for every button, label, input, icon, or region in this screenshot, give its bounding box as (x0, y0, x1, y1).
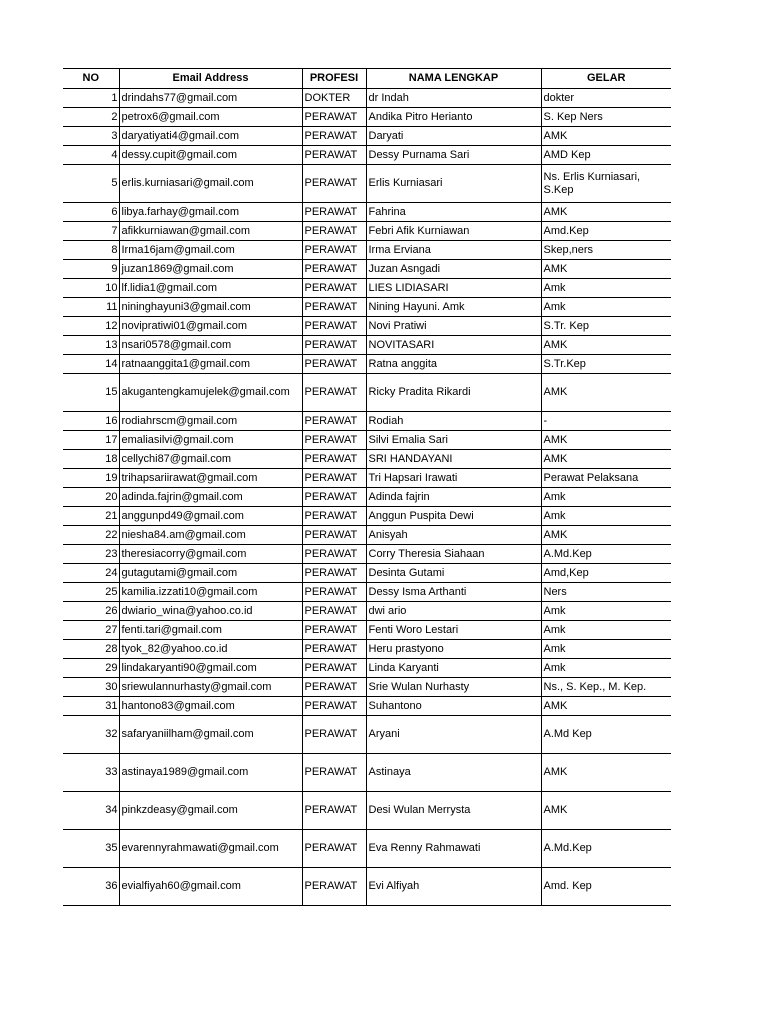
cell-profesi: PERAWAT (302, 279, 366, 298)
cell-gelar: Skep,ners (541, 241, 671, 260)
cell-nama-lengkap: Anisyah (366, 526, 541, 545)
cell-no: 6 (63, 203, 119, 222)
cell-nama-lengkap: Irma Erviana (366, 241, 541, 260)
cell-nama-lengkap: dr Indah (366, 89, 541, 108)
cell-nama-lengkap: SRI HANDAYANI (366, 450, 541, 469)
cell-email: juzan1869@gmail.com (119, 260, 302, 279)
cell-email: pinkzdeasy@gmail.com (119, 792, 302, 830)
cell-email: tyok_82@yahoo.co.id (119, 640, 302, 659)
cell-nama-lengkap: Desinta Gutami (366, 564, 541, 583)
cell-email: novipratiwi01@gmail.com (119, 317, 302, 336)
cell-nama-lengkap: Febri Afik Kurniawan (366, 222, 541, 241)
cell-no: 17 (63, 431, 119, 450)
cell-no: 31 (63, 697, 119, 716)
cell-profesi: PERAWAT (302, 830, 366, 868)
cell-nama-lengkap: Corry Theresia Siahaan (366, 545, 541, 564)
cell-profesi: PERAWAT (302, 374, 366, 412)
cell-profesi: PERAWAT (302, 792, 366, 830)
cell-gelar: AMK (541, 792, 671, 830)
cell-email: drindahs77@gmail.com (119, 89, 302, 108)
cell-gelar: Amk (541, 279, 671, 298)
cell-no: 23 (63, 545, 119, 564)
cell-profesi: PERAWAT (302, 507, 366, 526)
table-row (63, 602, 671, 621)
cell-nama-lengkap: Suhantono (366, 697, 541, 716)
cell-no: 20 (63, 488, 119, 507)
cell-gelar: Amd. Kep (541, 868, 671, 906)
cell-gelar: Perawat Pelaksana (541, 469, 671, 488)
cell-email: Irma16jam@gmail.com (119, 241, 302, 260)
cell-no: 18 (63, 450, 119, 469)
table-row (63, 317, 671, 336)
cell-nama-lengkap: Dessy Isma Arthanti (366, 583, 541, 602)
cell-gelar: Amk (541, 602, 671, 621)
cell-no: 1 (63, 89, 119, 108)
cell-email: adinda.fajrin@gmail.com (119, 488, 302, 507)
table-row (63, 526, 671, 545)
cell-no: 24 (63, 564, 119, 583)
cell-gelar: Amk (541, 298, 671, 317)
cell-no: 15 (63, 374, 119, 412)
table-row (63, 355, 671, 374)
cell-no: 35 (63, 830, 119, 868)
cell-email: astinaya1989@gmail.com (119, 754, 302, 792)
cell-email: trihapsariirawat@gmail.com (119, 469, 302, 488)
cell-profesi: PERAWAT (302, 564, 366, 583)
cell-gelar: A.Md.Kep (541, 830, 671, 868)
table-row (63, 545, 671, 564)
cell-gelar: AMK (541, 260, 671, 279)
cell-email: sriewulannurhasty@gmail.com (119, 678, 302, 697)
cell-nama-lengkap: dwi ario (366, 602, 541, 621)
cell-nama-lengkap: Evi Alfiyah (366, 868, 541, 906)
cell-gelar: AMK (541, 697, 671, 716)
table-row (63, 165, 671, 203)
cell-nama-lengkap: Juzan Asngadi (366, 260, 541, 279)
table-row (63, 298, 671, 317)
cell-no: 7 (63, 222, 119, 241)
cell-no: 28 (63, 640, 119, 659)
cell-email: petrox6@gmail.com (119, 108, 302, 127)
table-row (63, 450, 671, 469)
cell-gelar: - (541, 412, 671, 431)
header-gelar: GELAR (541, 69, 671, 89)
cell-no: 8 (63, 241, 119, 260)
cell-email: akugantengkamujelek@gmail.com (119, 374, 302, 412)
cell-no: 12 (63, 317, 119, 336)
cell-profesi: PERAWAT (302, 336, 366, 355)
cell-gelar: Ns., S. Kep., M. Kep. (541, 678, 671, 697)
cell-no: 34 (63, 792, 119, 830)
cell-profesi: PERAWAT (302, 583, 366, 602)
cell-email: libya.farhay@gmail.com (119, 203, 302, 222)
cell-profesi: PERAWAT (302, 621, 366, 640)
cell-profesi: PERAWAT (302, 298, 366, 317)
cell-gelar: S.Tr. Kep (541, 317, 671, 336)
cell-profesi: PERAWAT (302, 127, 366, 146)
cell-nama-lengkap: Astinaya (366, 754, 541, 792)
table-row (63, 792, 671, 830)
cell-gelar: AMK (541, 203, 671, 222)
cell-nama-lengkap: Tri Hapsari Irawati (366, 469, 541, 488)
cell-email: dwiario_wina@yahoo.co.id (119, 602, 302, 621)
cell-gelar: dokter (541, 89, 671, 108)
cell-email: anggunpd49@gmail.com (119, 507, 302, 526)
cell-email: gutagutami@gmail.com (119, 564, 302, 583)
table-row (63, 640, 671, 659)
table-row (63, 431, 671, 450)
cell-nama-lengkap: Novi Pratiwi (366, 317, 541, 336)
table-header-row (63, 69, 671, 89)
cell-profesi: PERAWAT (302, 602, 366, 621)
cell-email: emaliasilvi@gmail.com (119, 431, 302, 450)
cell-email: fenti.tari@gmail.com (119, 621, 302, 640)
cell-email: theresiacorry@gmail.com (119, 545, 302, 564)
table-body (63, 89, 671, 906)
cell-no: 33 (63, 754, 119, 792)
cell-gelar: Amk (541, 640, 671, 659)
cell-no: 5 (63, 165, 119, 203)
table-row (63, 868, 671, 906)
cell-nama-lengkap: LIES LIDIASARI (366, 279, 541, 298)
cell-gelar: AMK (541, 431, 671, 450)
cell-nama-lengkap: NOVITASARI (366, 336, 541, 355)
cell-no: 10 (63, 279, 119, 298)
cell-no: 3 (63, 127, 119, 146)
cell-nama-lengkap: Andika Pitro Herianto (366, 108, 541, 127)
cell-profesi: PERAWAT (302, 450, 366, 469)
cell-email: hantono83@gmail.com (119, 697, 302, 716)
cell-gelar: AMK (541, 127, 671, 146)
cell-gelar: AMK (541, 450, 671, 469)
table-row (63, 830, 671, 868)
cell-profesi: PERAWAT (302, 469, 366, 488)
cell-email: ratnaanggita1@gmail.com (119, 355, 302, 374)
header-email: Email Address (119, 69, 302, 89)
cell-gelar: Amk (541, 507, 671, 526)
table-row (63, 697, 671, 716)
cell-email: niesha84.am@gmail.com (119, 526, 302, 545)
cell-nama-lengkap: Ricky Pradita Rikardi (366, 374, 541, 412)
table-row (63, 621, 671, 640)
cell-no: 30 (63, 678, 119, 697)
cell-profesi: PERAWAT (302, 317, 366, 336)
cell-profesi: PERAWAT (302, 545, 366, 564)
cell-no: 4 (63, 146, 119, 165)
cell-gelar: Amd,Kep (541, 564, 671, 583)
cell-email: daryatiyati4@gmail.com (119, 127, 302, 146)
cell-email: erlis.kurniasari@gmail.com (119, 165, 302, 203)
table-row (63, 716, 671, 754)
cell-email: nsari0578@gmail.com (119, 336, 302, 355)
cell-no: 25 (63, 583, 119, 602)
header-nama-lengkap: NAMA LENGKAP (366, 69, 541, 89)
cell-nama-lengkap: Fahrina (366, 203, 541, 222)
cell-no: 21 (63, 507, 119, 526)
cell-nama-lengkap: Rodiah (366, 412, 541, 431)
cell-gelar: Amk (541, 659, 671, 678)
cell-email: evarennyrahmawati@gmail.com (119, 830, 302, 868)
cell-profesi: PERAWAT (302, 412, 366, 431)
cell-no: 29 (63, 659, 119, 678)
cell-email: nininghayuni3@gmail.com (119, 298, 302, 317)
cell-no: 13 (63, 336, 119, 355)
cell-no: 22 (63, 526, 119, 545)
cell-profesi: PERAWAT (302, 716, 366, 754)
cell-no: 26 (63, 602, 119, 621)
cell-gelar: S. Kep Ners (541, 108, 671, 127)
cell-nama-lengkap: Nining Hayuni. Amk (366, 298, 541, 317)
cell-profesi: PERAWAT (302, 165, 366, 203)
cell-no: 9 (63, 260, 119, 279)
cell-profesi: DOKTER (302, 89, 366, 108)
cell-no: 11 (63, 298, 119, 317)
table-row (63, 507, 671, 526)
cell-profesi: PERAWAT (302, 678, 366, 697)
table-row (63, 564, 671, 583)
cell-gelar: Amk (541, 621, 671, 640)
cell-profesi: PERAWAT (302, 203, 366, 222)
table-row (63, 412, 671, 431)
cell-nama-lengkap: Fenti Woro Lestari (366, 621, 541, 640)
cell-profesi: PERAWAT (302, 659, 366, 678)
cell-email: cellychi87@gmail.com (119, 450, 302, 469)
table-row (63, 241, 671, 260)
cell-profesi: PERAWAT (302, 108, 366, 127)
cell-gelar: AMD Kep (541, 146, 671, 165)
cell-email: evialfiyah60@gmail.com (119, 868, 302, 906)
table-row (63, 336, 671, 355)
cell-gelar: A.Md.Kep (541, 545, 671, 564)
cell-email: afikkurniawan@gmail.com (119, 222, 302, 241)
table-row (63, 222, 671, 241)
cell-email: safaryaniilham@gmail.com (119, 716, 302, 754)
cell-profesi: PERAWAT (302, 697, 366, 716)
table-row (63, 127, 671, 146)
cell-no: 2 (63, 108, 119, 127)
cell-email: lindakaryanti90@gmail.com (119, 659, 302, 678)
table-row (63, 659, 671, 678)
header-profesi: PROFESI (302, 69, 366, 89)
cell-email: kamilia.izzati10@gmail.com (119, 583, 302, 602)
cell-nama-lengkap: Daryati (366, 127, 541, 146)
header-no: NO (63, 69, 119, 89)
cell-email: lf.lidia1@gmail.com (119, 279, 302, 298)
cell-profesi: PERAWAT (302, 754, 366, 792)
cell-nama-lengkap: Linda Karyanti (366, 659, 541, 678)
cell-gelar: AMK (541, 526, 671, 545)
cell-profesi: PERAWAT (302, 431, 366, 450)
cell-profesi: PERAWAT (302, 222, 366, 241)
table-row (63, 108, 671, 127)
cell-nama-lengkap: Aryani (366, 716, 541, 754)
cell-no: 14 (63, 355, 119, 374)
cell-gelar: S.Tr.Kep (541, 355, 671, 374)
cell-nama-lengkap: Adinda fajrin (366, 488, 541, 507)
table-row (63, 374, 671, 412)
cell-email: dessy.cupit@gmail.com (119, 146, 302, 165)
table-row (63, 260, 671, 279)
cell-gelar: A.Md Kep (541, 716, 671, 754)
table-row (63, 89, 671, 108)
cell-no: 36 (63, 868, 119, 906)
cell-nama-lengkap: Dessy Purnama Sari (366, 146, 541, 165)
participant-table (63, 68, 671, 906)
cell-nama-lengkap: Desi Wulan Merrysta (366, 792, 541, 830)
cell-profesi: PERAWAT (302, 241, 366, 260)
cell-gelar: Amd.Kep (541, 222, 671, 241)
cell-gelar: Ns. Erlis Kurniasari, S.Kep (541, 165, 671, 203)
table-row (63, 279, 671, 298)
cell-gelar: AMK (541, 336, 671, 355)
cell-gelar: Ners (541, 583, 671, 602)
cell-email: rodiahrscm@gmail.com (119, 412, 302, 431)
cell-no: 16 (63, 412, 119, 431)
cell-profesi: PERAWAT (302, 488, 366, 507)
table-row (63, 146, 671, 165)
table-row (63, 469, 671, 488)
cell-profesi: PERAWAT (302, 146, 366, 165)
table-row (63, 203, 671, 222)
table-row (63, 488, 671, 507)
table-row (63, 754, 671, 792)
cell-gelar: AMK (541, 374, 671, 412)
table-row (63, 583, 671, 602)
cell-no: 19 (63, 469, 119, 488)
cell-gelar: AMK (541, 754, 671, 792)
cell-nama-lengkap: Erlis Kurniasari (366, 165, 541, 203)
cell-profesi: PERAWAT (302, 526, 366, 545)
cell-profesi: PERAWAT (302, 355, 366, 374)
cell-nama-lengkap: Heru prastyono (366, 640, 541, 659)
cell-nama-lengkap: Srie Wulan Nurhasty (366, 678, 541, 697)
cell-nama-lengkap: Eva Renny Rahmawati (366, 830, 541, 868)
cell-nama-lengkap: Silvi Emalia Sari (366, 431, 541, 450)
cell-profesi: PERAWAT (302, 640, 366, 659)
cell-no: 32 (63, 716, 119, 754)
cell-nama-lengkap: Ratna anggita (366, 355, 541, 374)
cell-gelar: Amk (541, 488, 671, 507)
cell-nama-lengkap: Anggun Puspita Dewi (366, 507, 541, 526)
cell-profesi: PERAWAT (302, 260, 366, 279)
cell-profesi: PERAWAT (302, 868, 366, 906)
cell-no: 27 (63, 621, 119, 640)
table-row (63, 678, 671, 697)
